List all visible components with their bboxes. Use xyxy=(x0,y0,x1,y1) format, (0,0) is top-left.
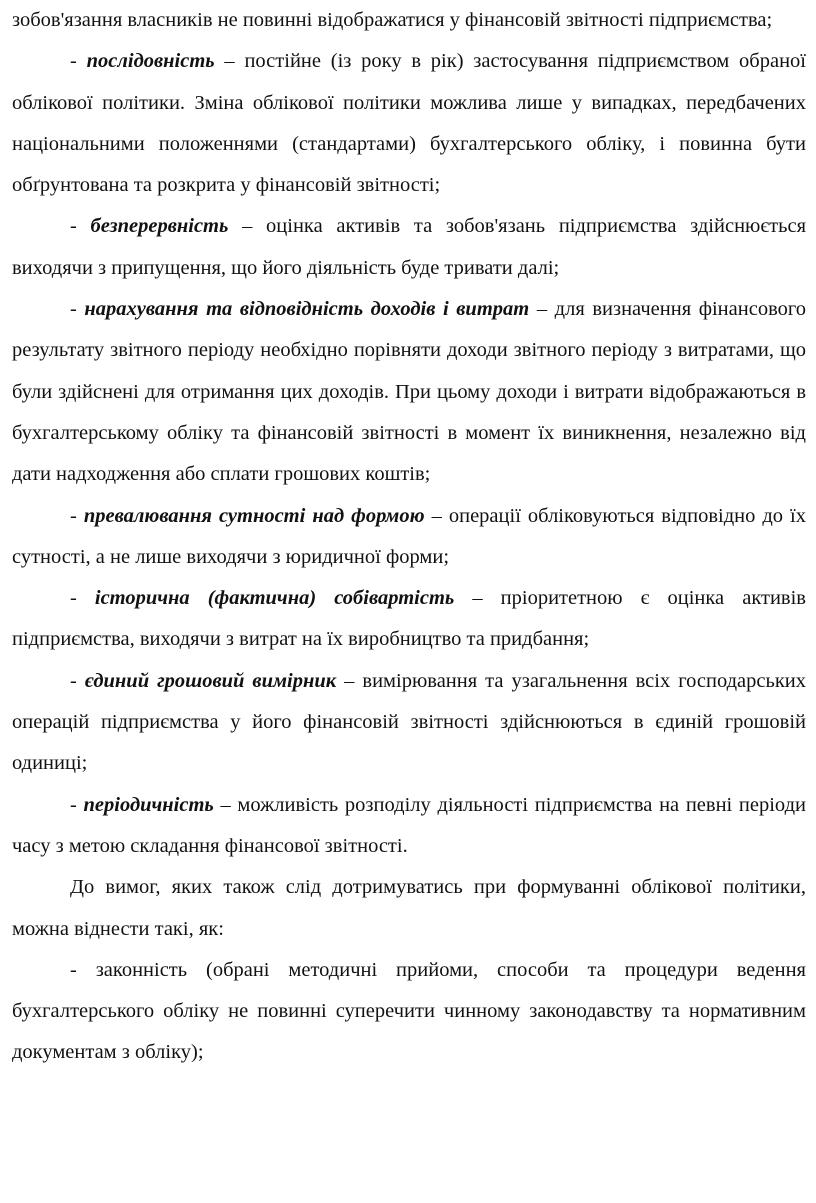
paragraph-text: – для визначення фінансового результату звітного періоду необхідно порівняти доходи звітного періоду з витратами, що були здійснені для отримання цих доходів. При цьому доходи і витрати відображаються в бухгалтерському обліку та фінансовій звітності в момент їх виникнення, незалежно від дати надходження або сплати грошових коштів; xyxy=(12,298,807,486)
paragraph-accrual-matching xyxy=(12,289,806,495)
paragraph-text: До вимог, яких також слід дотримуватись при формуванні облікової політики, можна віднести такі, як: xyxy=(12,876,806,940)
paragraph-historical-cost xyxy=(12,578,806,661)
list-dash: - xyxy=(70,215,91,238)
paragraph-text: – операції обліковуються відповідно до їх сутності, а не лише виходячи з юридичної форми; xyxy=(12,504,806,568)
paragraph-periodicity xyxy=(12,785,806,868)
term-substance-over-form: превалювання сутності над формою xyxy=(83,504,425,527)
list-dash: - xyxy=(70,587,95,610)
term-historical-cost: історична (фактична) собівартість xyxy=(94,587,455,610)
list-dash: - xyxy=(70,793,84,816)
term-periodicity: періодичність xyxy=(83,793,214,816)
list-dash: - xyxy=(70,298,85,321)
paragraph-consistency xyxy=(12,41,806,206)
paragraph-text: – оцінка активів та зобов'язань підприємства здійснюється виходячи з припущення, що його діяльність буде тривати далі; xyxy=(12,215,806,279)
paragraph-text: зобов'язання власників не повинні відображатися у фінансовій звітності підприємства; xyxy=(12,9,773,31)
list-dash: - xyxy=(70,504,84,527)
paragraph-requirements-intro xyxy=(12,867,806,950)
paragraph-text: – можливість розподілу діяльності підприємства на певні періоди часу з метою складання фінансової звітності. xyxy=(12,793,806,857)
term-going-concern: безперервність xyxy=(90,215,229,238)
term-consistency: послідовність xyxy=(86,50,215,73)
term-accrual-matching: нарахування та відповідність доходів і витрат xyxy=(84,298,530,321)
paragraph-text: – пріоритетною є оцінка активів підприємства, виходячи з витрат на їх виробництво та придбання; xyxy=(12,587,806,651)
paragraph-text: - законність (обрані методичні прийоми, способи та процедури ведення бухгалтерського обліку не повинні суперечити чинному законодавству та нормативним документам з обліку); xyxy=(12,958,806,1064)
list-dash: - xyxy=(70,50,87,73)
list-dash: - xyxy=(70,669,85,692)
paragraph-monetary-unit xyxy=(12,661,806,785)
paragraph-substance-over-form xyxy=(12,496,806,579)
paragraph-legality xyxy=(12,950,806,1074)
term-monetary-unit: єдиний грошовий вимірник xyxy=(84,669,337,692)
paragraph-going-concern xyxy=(12,206,806,289)
paragraph-text: – вимірювання та узагальнення всіх господарських операцій підприємства у його фінансовій звітності здійснюються в єдиній грошовій одиниці; xyxy=(12,669,807,775)
paragraph-continuation xyxy=(12,0,806,41)
paragraph-text: – постійне (із року в рік) застосування підприємством обраної облікової політики. Зміна облікової політики можлива лише у випадках, передбачених національними положеннями (стандартами) бухгалтерського обліку, і повинна бути обґрунтована та розкрита у фінансовій звітності; xyxy=(12,50,806,197)
